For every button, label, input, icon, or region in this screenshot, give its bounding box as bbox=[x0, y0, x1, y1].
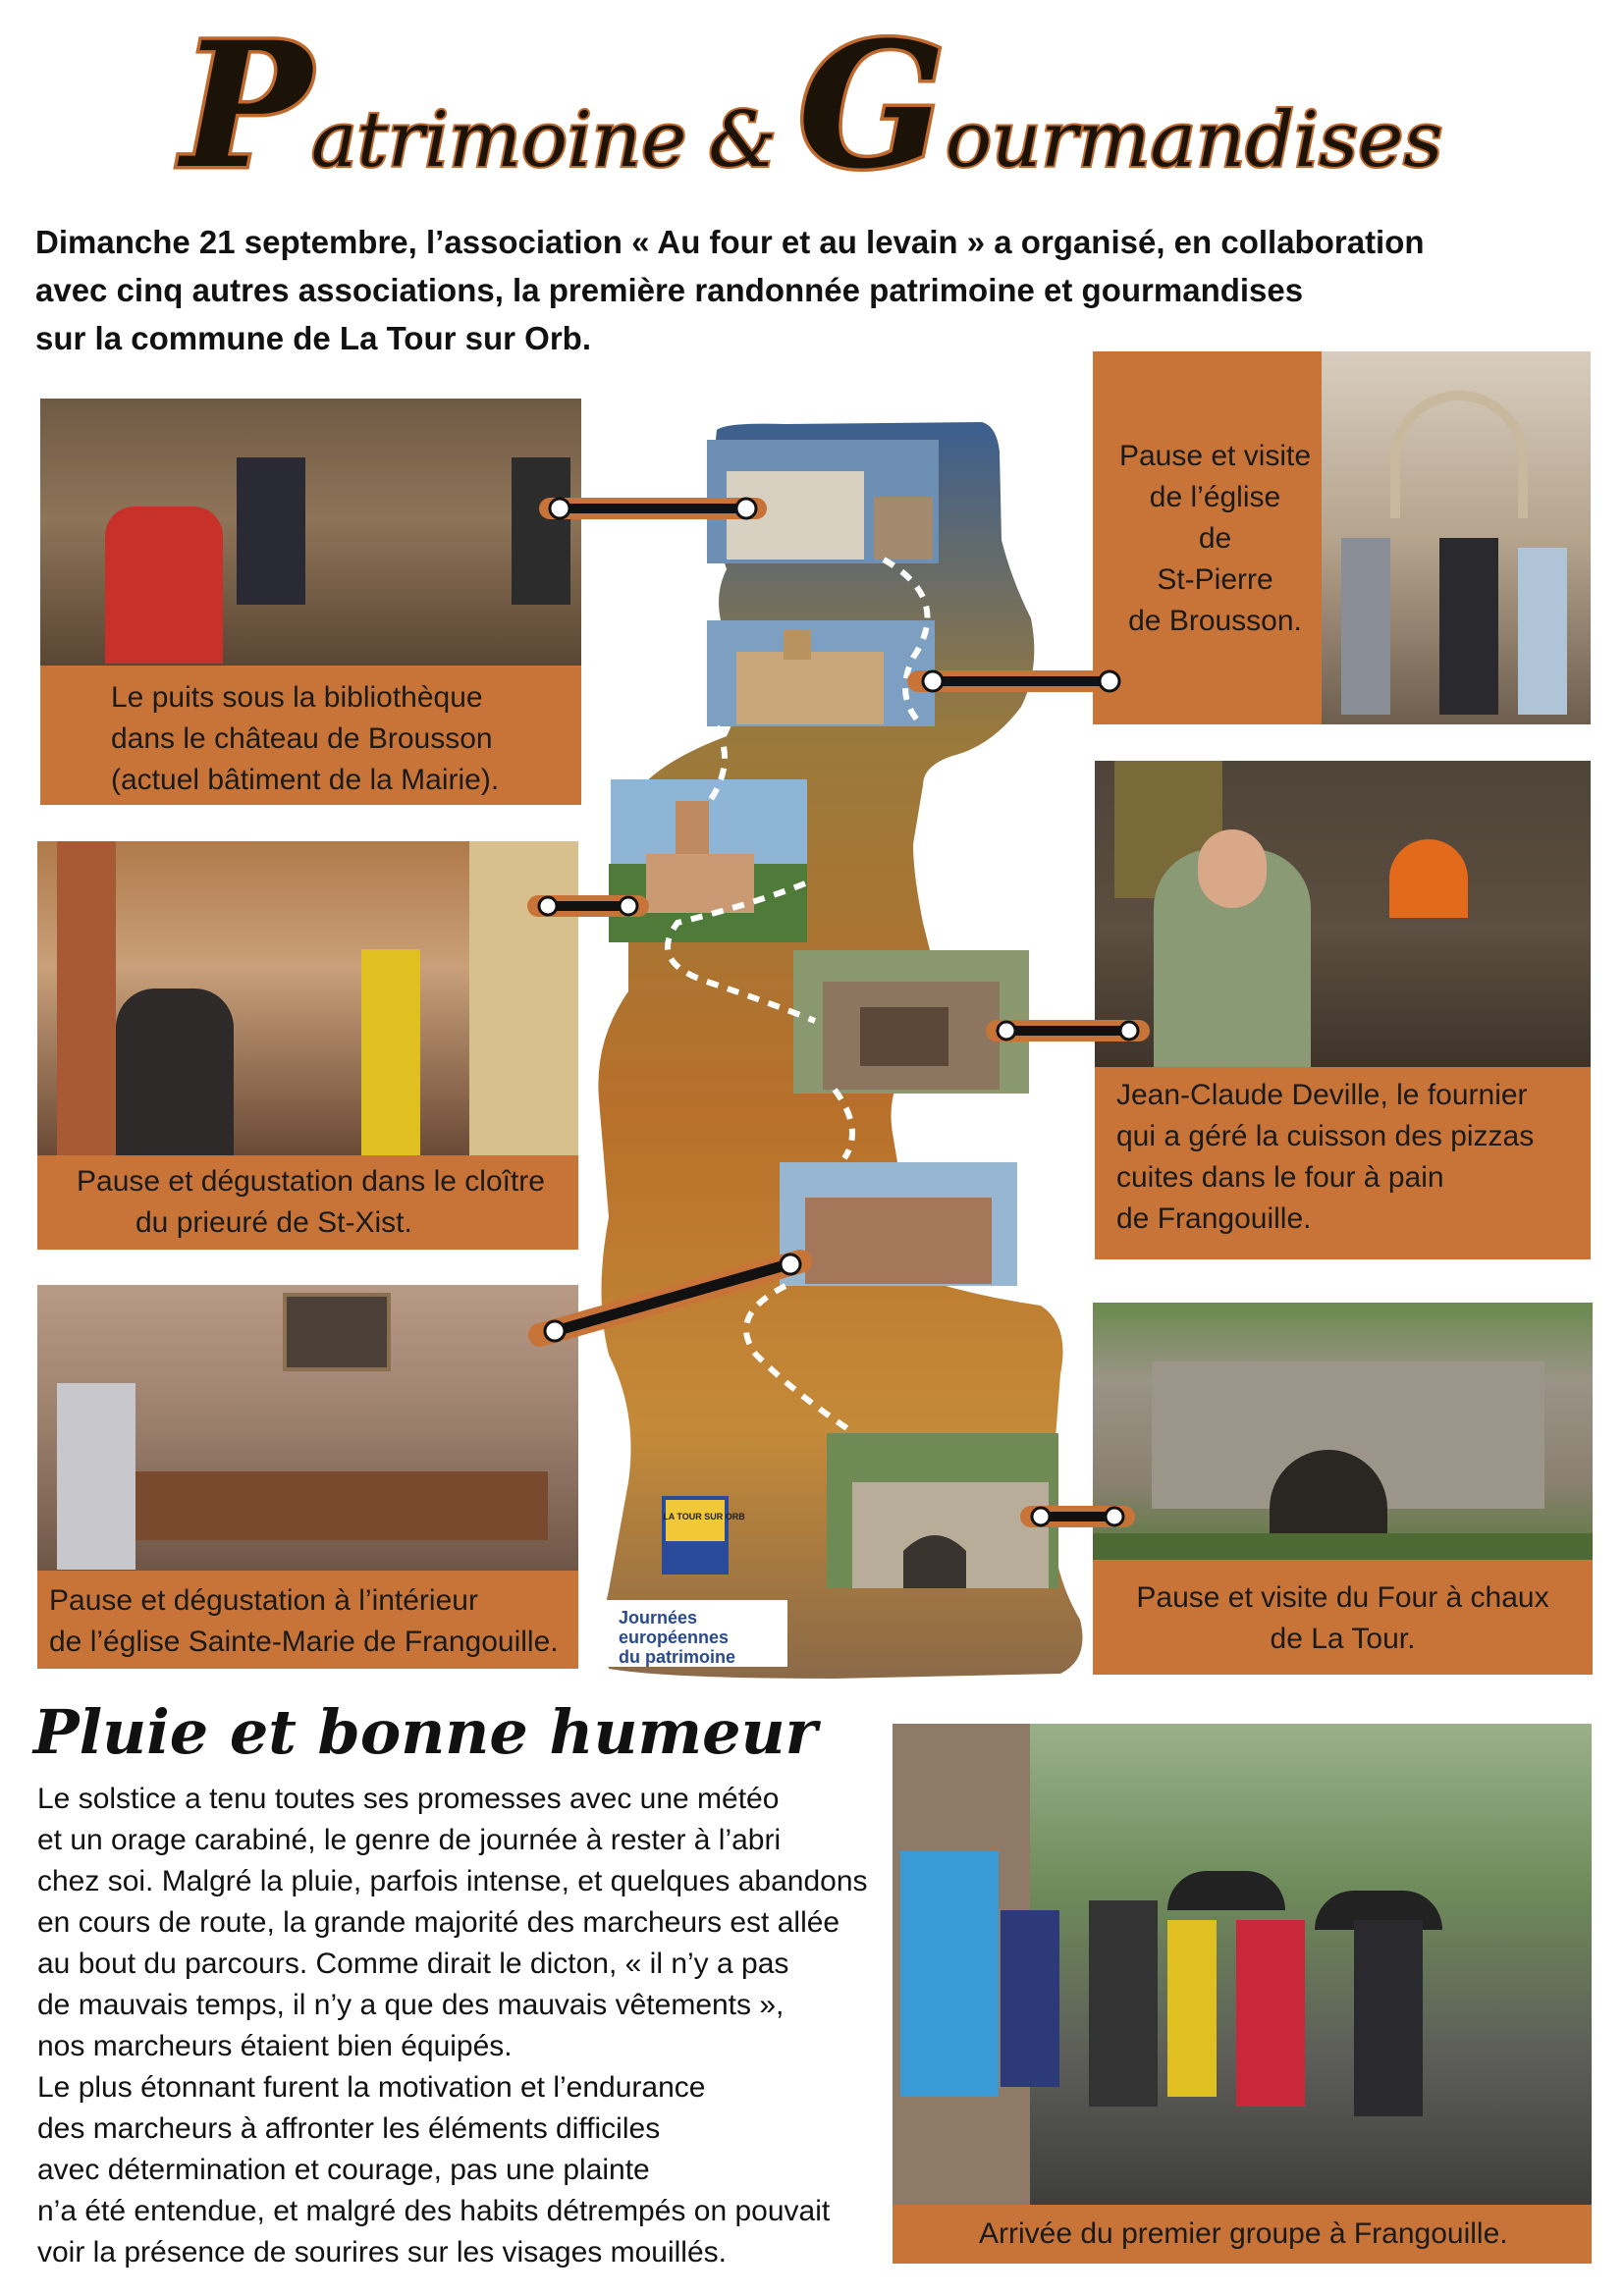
jep-line: du patrimoine bbox=[619, 1647, 736, 1667]
caption-arrivee bbox=[893, 2205, 1592, 2264]
caption-line: Arrivée du premier groupe à Frangouille. bbox=[979, 2217, 1508, 2250]
caption-cloitre bbox=[37, 1155, 578, 1250]
caption-line: de Brousson. bbox=[1128, 605, 1302, 637]
commune-logo-label: LA TOUR SUR ORB bbox=[663, 1512, 745, 1522]
caption-line: dans le château de Brousson bbox=[111, 722, 493, 755]
caption-line: du prieuré de St-Xist. bbox=[135, 1206, 412, 1239]
grass bbox=[1093, 1533, 1593, 1560]
body-line: et un orage carabiné, le genre de journée à rester à l’abri bbox=[37, 1824, 782, 1856]
walker-yellow-jacket bbox=[1167, 1920, 1217, 2097]
body-line: voir la présence de sourires sur les visages mouillés. bbox=[37, 2236, 727, 2269]
commune-coat-of-arms bbox=[664, 1498, 727, 1573]
walker-figure bbox=[237, 457, 305, 605]
caption-line: Pause et visite bbox=[1118, 440, 1312, 472]
photo-fournier bbox=[1095, 761, 1591, 1067]
intro-line: sur la commune de La Tour sur Orb. bbox=[35, 320, 591, 356]
caption-sainte-marie bbox=[37, 1571, 578, 1669]
caption-line: cuites dans le four à pain bbox=[1116, 1161, 1444, 1194]
caption-line: de Frangouille. bbox=[1116, 1202, 1312, 1235]
route-photo-st-xist bbox=[609, 779, 807, 942]
title-rest-patrimoine: atrimoine bbox=[310, 96, 687, 185]
photo-cloitre bbox=[37, 841, 578, 1155]
jep-line: Journées bbox=[619, 1608, 698, 1628]
body-line: en cours de route, la grande majorité des marcheurs est allée bbox=[37, 1906, 840, 1939]
oven-fire bbox=[1389, 839, 1468, 918]
caption-line: de l’église Sainte-Marie de Frangouille. bbox=[49, 1626, 559, 1658]
photo-sainte-marie bbox=[37, 1285, 578, 1571]
cloister-pillar bbox=[57, 841, 116, 1155]
title-word-patrimoine bbox=[181, 4, 687, 207]
caption-line: (actuel bâtiment de la Mairie). bbox=[111, 764, 500, 796]
walker-figure bbox=[57, 1383, 135, 1570]
caption-eglise-brousson bbox=[1093, 351, 1322, 724]
church-pews bbox=[135, 1471, 548, 1540]
photo-eglise-brousson bbox=[1322, 351, 1591, 724]
caption-line: de bbox=[1198, 522, 1232, 555]
route-photo-sainte-marie bbox=[780, 1162, 1017, 1286]
walker-red-jacket bbox=[1236, 1920, 1305, 2107]
title-initial-p: P bbox=[181, 4, 311, 207]
body-line: Le solstice a tenu toutes ses promesses avec une météo bbox=[37, 1783, 780, 1815]
intro-paragraph bbox=[35, 218, 1567, 362]
walker-figure bbox=[1089, 1900, 1158, 2107]
route-photo-four-chaux bbox=[827, 1433, 1058, 1588]
caption-line: Jean-Claude Deville, le fournier bbox=[1116, 1079, 1528, 1111]
church-arch bbox=[1390, 391, 1528, 518]
walker-yellow-jacket bbox=[361, 949, 420, 1155]
walker-red-jacket bbox=[105, 507, 223, 664]
body-line: Le plus étonnant furent la motivation et l’endurance bbox=[37, 2071, 706, 2104]
church-painting bbox=[283, 1293, 391, 1371]
caption-fournier bbox=[1095, 1067, 1591, 1259]
body-line: au bout du parcours. Comme dirait le dicton, « il n’y a pas bbox=[37, 1948, 789, 1980]
fournier-face bbox=[1198, 829, 1267, 908]
caption-line: St-Pierre bbox=[1157, 563, 1273, 596]
caption-line: Le puits sous la bibliothèque bbox=[111, 681, 483, 714]
walker-figure bbox=[1001, 1910, 1059, 2087]
caption-puits bbox=[40, 666, 581, 805]
title-word-gourmandises bbox=[797, 4, 1443, 207]
walker-figure bbox=[116, 988, 234, 1155]
walker-figure bbox=[512, 457, 570, 605]
blue-door bbox=[900, 1851, 999, 2097]
walker-figure bbox=[1518, 548, 1567, 715]
route-collage bbox=[589, 412, 1100, 1688]
photo-arrivee bbox=[893, 1724, 1592, 2205]
page-title bbox=[0, 4, 1624, 207]
cloister-wall bbox=[469, 841, 578, 1155]
walker-figure bbox=[1439, 538, 1498, 715]
caption-line: de La Tour. bbox=[1270, 1623, 1416, 1655]
photo-puits bbox=[40, 399, 581, 666]
intro-line: avec cinq autres associations, la première randonnée patrimoine et gourmandises bbox=[35, 272, 1304, 308]
route-photo-mairie bbox=[707, 440, 939, 563]
body-line: nos marcheurs étaient bien équipés. bbox=[37, 2030, 513, 2062]
jep-logo-text bbox=[619, 1608, 735, 1667]
body-line: des marcheurs à affronter les éléments difficiles bbox=[37, 2112, 661, 2145]
caption-line: Pause et visite du Four à chaux bbox=[1136, 1581, 1549, 1614]
intro-line: Dimanche 21 septembre, l’association « Au four et au levain » a organisé, en collaboration bbox=[35, 224, 1425, 260]
title-ampersand: & bbox=[708, 96, 777, 185]
umbrella bbox=[1167, 1871, 1285, 1910]
body-line: de mauvais temps, il n’y a que des mauvais vêtements », bbox=[37, 1989, 785, 2021]
walker-figure bbox=[1354, 1920, 1423, 2116]
section-body bbox=[37, 1779, 901, 2273]
jep-line: européennes bbox=[619, 1628, 730, 1647]
walker-figure bbox=[1341, 538, 1390, 715]
title-initial-g: G bbox=[797, 4, 947, 207]
route-photo-four-pain bbox=[793, 950, 1029, 1094]
body-line: chez soi. Malgré la pluie, parfois intense, et quelques abandons bbox=[37, 1865, 868, 1897]
route-photo-st-pierre bbox=[707, 620, 935, 726]
section-title: Pluie et bonne humeur bbox=[33, 1696, 818, 1768]
caption-line: qui a géré la cuisson des pizzas bbox=[1116, 1120, 1535, 1152]
caption-line: Pause et dégustation à l’intérieur bbox=[49, 1584, 478, 1617]
caption-line: Pause et dégustation dans le cloître bbox=[77, 1165, 545, 1198]
photo-four-chaux bbox=[1093, 1303, 1593, 1560]
caption-four-chaux bbox=[1093, 1560, 1593, 1675]
body-line: avec détermination et courage, pas une plainte bbox=[37, 2154, 650, 2186]
caption-line: de l’église bbox=[1149, 481, 1281, 513]
title-rest-gourmandises: ourmandises bbox=[946, 96, 1443, 185]
body-line: n’a été entendue, et malgré des habits détrempés on pouvait bbox=[37, 2195, 831, 2227]
